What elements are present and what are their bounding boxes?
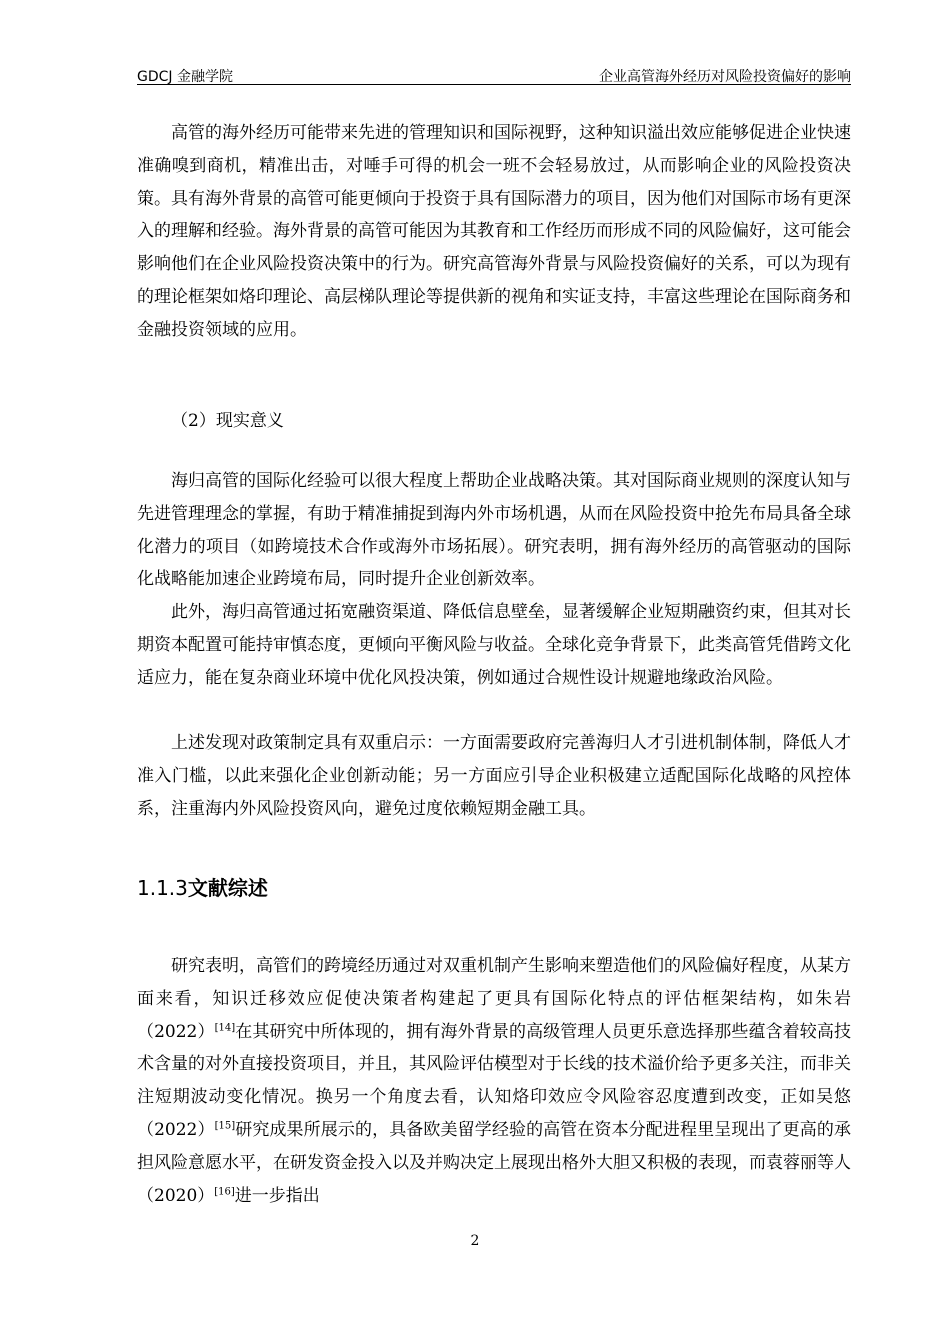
literature-text-2: 在其研究中所体现的，拥有海外背景的高级管理人员更乐意选择那些蕴含着较高技术含量的对外直接投资项目，并且，其风险评估模型对于长线的技术溢价给予更多关注，而非关注短期波动变化情况。换另一个角度去看，认知烙印效应令风险容忍度遭到改变，正如吴悠（2022） bbox=[137, 1021, 852, 1140]
page-header bbox=[137, 66, 851, 85]
subheading-practical-significance: （2）现实意义 bbox=[171, 411, 284, 431]
literature-text-4: 进一步指出 bbox=[234, 1185, 320, 1206]
paragraph-practical-2: 此外，海归高管通过拓宽融资渠道、降低信息壁垒，显著缓解企业短期融资约束，但其对长期资本配置可能持审慎态度，更倾向平衡风险与收益。全球化竞争背景下，此类高管凭借跨文化适应力，能在复杂商业环境中优化风投决策，例如通过合规性设计规避地缘政治风险。 bbox=[137, 602, 851, 688]
section-number: 1.1.3 bbox=[137, 876, 188, 900]
header-thesis-title: 企业高管海外经历对风险投资偏好的影响 bbox=[599, 69, 851, 85]
literature-text-1: 研究表明，高管们的跨境经历通过对双重机制产生影响来塑造他们的风险偏好程度，从某方面来看，知识迁移效应促使决策者构建起了更具有国际化特点的评估框架结构，如朱岩（2022） bbox=[137, 956, 851, 1042]
paragraph-theoretical-significance: 高管的海外经历可能带来先进的管理知识和国际视野，这种知识溢出效应能够促进企业快速准确嗅到商机，精准出击，对唾手可得的机会一班不会轻易放过，从而影响企业的风险投资决策。具有海外背景的高管可能更倾向于投资于具有国际潜力的项目，因为他们对国际市场有更深入的理解和经验。海外背景的高管可能因为其教育和工作经历而形成不同的风险偏好，这可能会影响他们在企业风险投资决策中的行为。研究高管海外背景与风险投资偏好的关系，可以为现有的理论框架如烙印理论、高层梯队理论等提供新的视角和实证支持，丰富这些理论在国际商务和金融投资领域的应用。 bbox=[137, 123, 851, 340]
section-title: 文献综述 bbox=[187, 876, 268, 900]
paragraph-literature-review bbox=[137, 950, 851, 1212]
citation-14: [14] bbox=[214, 1021, 236, 1033]
page-number: 2 bbox=[470, 1233, 480, 1249]
paragraph-practical-3: 上述发现对政策制定具有双重启示：一方面需要政府完善海归人才引进机制体制，降低人才准入门槛，以此来强化企业创新动能；另一方面应引导企业积极建立适配国际化战略的风控体系，注重海内外风险投资风向，避免过度依赖短期金融工具。 bbox=[137, 733, 851, 819]
literature-text-3: 研究成果所展示的，具备欧美留学经验的高管在资本分配进程里呈现出了更高的承担风险意愿水平，在研发资金投入以及并购决定上展现出格外大胆又积极的表现，而袁蓉丽等人（2020） bbox=[137, 1119, 852, 1206]
section-heading bbox=[137, 872, 268, 901]
paragraph-practical-1: 海归高管的国际化经验可以很大程度上帮助企业战略决策。其对国际商业规则的深度认知与先进管理理念的掌握，有助于精准捕捉到海内外市场机遇，从而在风险投资中抢先布局具备全球化潜力的项目（如跨境技术合作或海外市场拓展）。研究表明，拥有海外经历的高管驱动的国际化战略能加速企业跨境布局，同时提升企业创新效率。 bbox=[137, 471, 851, 590]
header-institution: GDCJ 金融学院 bbox=[137, 69, 233, 85]
citation-16: [16] bbox=[214, 1185, 235, 1197]
citation-15: [15] bbox=[214, 1120, 236, 1132]
